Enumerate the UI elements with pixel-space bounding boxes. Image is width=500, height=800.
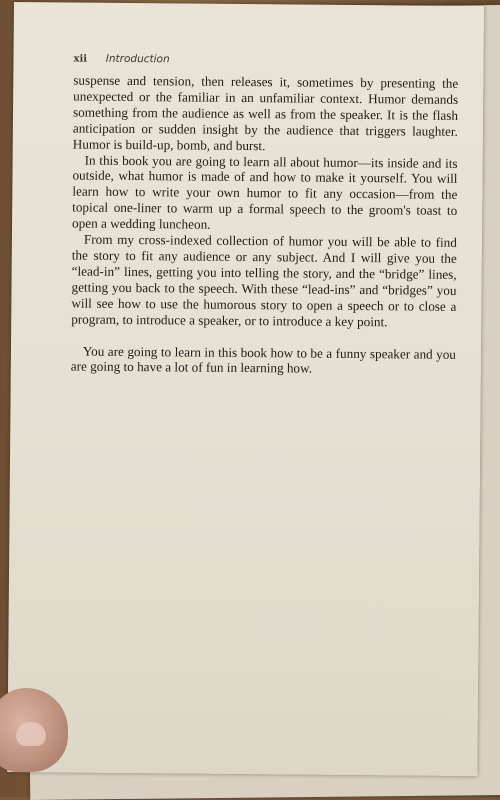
paragraph: From my cross-indexed collection of humor you will be able to find the story to fit any audience or any subject. And I will give you the “lead-in” lines, getting you into telling the story, and the “bridge” lines, getting you back to the speech. With these “lead-ins” and “bridges” you will see how to use the humorous story to open a speech or to close a program, to introduce a speaker, or to introduce a key point. (71, 231, 457, 329)
body-text (71, 73, 459, 379)
paragraph: In this book you are going to learn all about humor—its inside and its outside, what humor is made of and how to make it yourself. You will learn how to write your own humor to fit any occasion—from the topical one-liner to warm up a formal speech to the groom's toast to open a wedding luncheon. (72, 152, 458, 232)
running-head (73, 53, 169, 66)
chapter-title: Introduction (105, 52, 170, 66)
page-number: xii (73, 53, 88, 65)
paragraph-closing: You are going to learn in this book how to be a funny speaker and you are going to have a lot of fun in learning how. (70, 343, 457, 377)
thumbnail-highlight (16, 722, 46, 746)
book-page (7, 2, 484, 776)
paragraph-continued: suspense and tension, then releases it, sometimes by presenting the unexpected or the familiar in an unfamiliar context. Humor demands something from the audience as well as from the speaker. It is the flash anticipation or sudden insight by the audience that triggers laughter. Humor is build-up, bomb, and burst. (72, 72, 459, 153)
